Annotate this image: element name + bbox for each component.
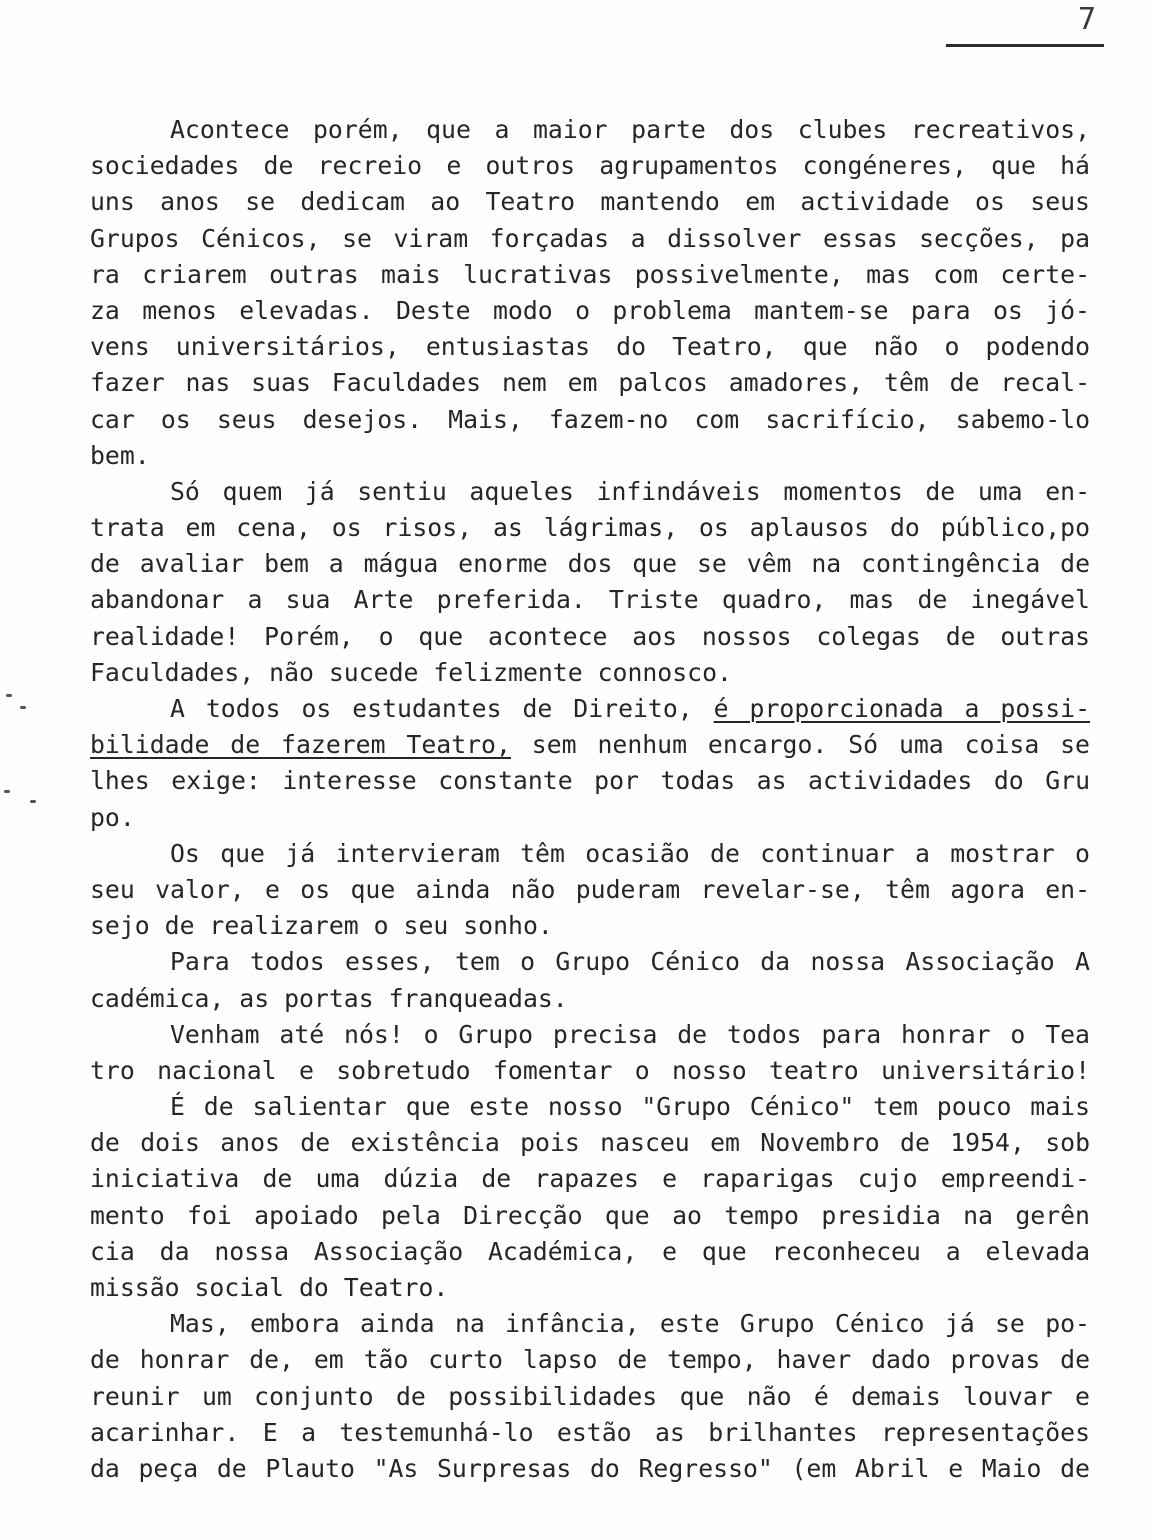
text-line: reunir um conjunto de possibilidades que não é demais louvar e [90, 1381, 1090, 1411]
text-line: vens universitários, entusiastas do Teatro, que não o podendo [90, 332, 1090, 362]
underlined-phrase: bilidade de fazerem Teatro, [90, 730, 511, 760]
text-line: de dois anos de existência pois nasceu em Novembro de 1954, sob [90, 1128, 1090, 1158]
text-line: lhes exige: interesse constante por todas as actividades do Gru [90, 766, 1090, 796]
text-line: Só quem já sentiu aqueles infindáveis momentos de uma en- [170, 476, 1090, 506]
text-line: trata em cena, os risos, as lágrimas, os aplausos do público,po [90, 513, 1090, 543]
text-line: Venham até nós! o Grupo precisa de todos para honrar o Tea [170, 1019, 1090, 1049]
text-line: Mas, embora ainda na infância, este Grupo Cénico já se po- [170, 1309, 1090, 1339]
text-line: Faculdades, não sucede felizmente connosco. [90, 657, 732, 687]
text-line: sociedades de recreio e outros agrupamentos congéneres, que há [90, 151, 1090, 181]
scan-speck [20, 706, 26, 709]
text-line: mento foi apoiado pela Direcção que ao tempo presidia na gerên [90, 1200, 1090, 1230]
text-line: realidade! Porém, o que acontece aos nossos colegas de outras [90, 621, 1090, 651]
text-line: Acontece porém, que a maior parte dos clubes recreativos, [170, 115, 1090, 144]
text-segment: A todos os estudantes de Direito, [170, 694, 714, 723]
text-line: Os que já intervieram têm ocasião de continuar a mostrar o [170, 838, 1090, 868]
body-text [90, 112, 1090, 1487]
page-number: 7 [1077, 2, 1096, 37]
text-line: car os seus desejos. Mais, fazem-no com sacrifício, sabemo-lo [90, 404, 1090, 434]
text-line: cadémica, as portas franqueadas. [90, 983, 568, 1013]
text-line: za menos elevadas. Deste modo o problema mantem-se para os jó- [90, 295, 1090, 325]
text-segment: sem nenhum encargo. Só uma coisa se [510, 730, 1090, 760]
text-line: bem. [90, 440, 150, 470]
text-line: Para todos esses, tem o Grupo Cénico da nossa Associação A [170, 947, 1090, 977]
text-line [90, 727, 1090, 763]
text-line: tro nacional e sobretudo fomentar o nosso teatro universitário! [90, 1055, 1090, 1085]
text-line: missão social do Teatro. [90, 1273, 449, 1302]
text-line: de honrar de, em tão curto lapso de tempo, haver dado provas de [90, 1345, 1090, 1375]
text-line: ra criarem outras mais lucrativas possivelmente, mas com certe- [90, 259, 1090, 289]
text-line: abandonar a sua Arte preferida. Triste quadro, mas de inegável [90, 585, 1090, 615]
scan-speck [30, 800, 36, 803]
text-line: cia da nossa Associação Académica, e que reconheceu a elevada [90, 1236, 1090, 1266]
scan-speck [4, 790, 10, 793]
text-line: iniciativa de uma dúzia de rapazes e raparigas cujo empreendi- [90, 1164, 1090, 1194]
text-line: É de salientar que este nosso "Grupo Cénico" tem pouco mais [170, 1092, 1090, 1122]
text-line: sejo de realizarem o seu sonho. [90, 911, 553, 941]
underlined-phrase: é proporcionada a possi- [713, 694, 1091, 723]
page-number-rule [946, 44, 1104, 47]
text-line [90, 691, 1090, 727]
text-line: uns anos se dedicam ao Teatro mantendo em actividade os seus [90, 187, 1090, 217]
text-line: da peça de Plauto "As Surpresas do Regresso" (em Abril e Maio de [90, 1453, 1090, 1483]
scan-speck [6, 694, 12, 697]
text-line: po. [90, 802, 135, 832]
text-line: fazer nas suas Faculdades nem em palcos amadores, têm de recal- [90, 368, 1090, 398]
text-line: de avaliar bem a mágua enorme dos que se vêm na contingência de [90, 549, 1090, 579]
text-line: acarinhar. E a testemunhá-lo estão as brilhantes representações [90, 1417, 1090, 1447]
text-line: seu valor, e os que ainda não puderam revelar-se, têm agora en- [90, 874, 1090, 904]
text-line: Grupos Cénicos, se viram forçadas a dissolver essas secções, pa [90, 223, 1090, 253]
